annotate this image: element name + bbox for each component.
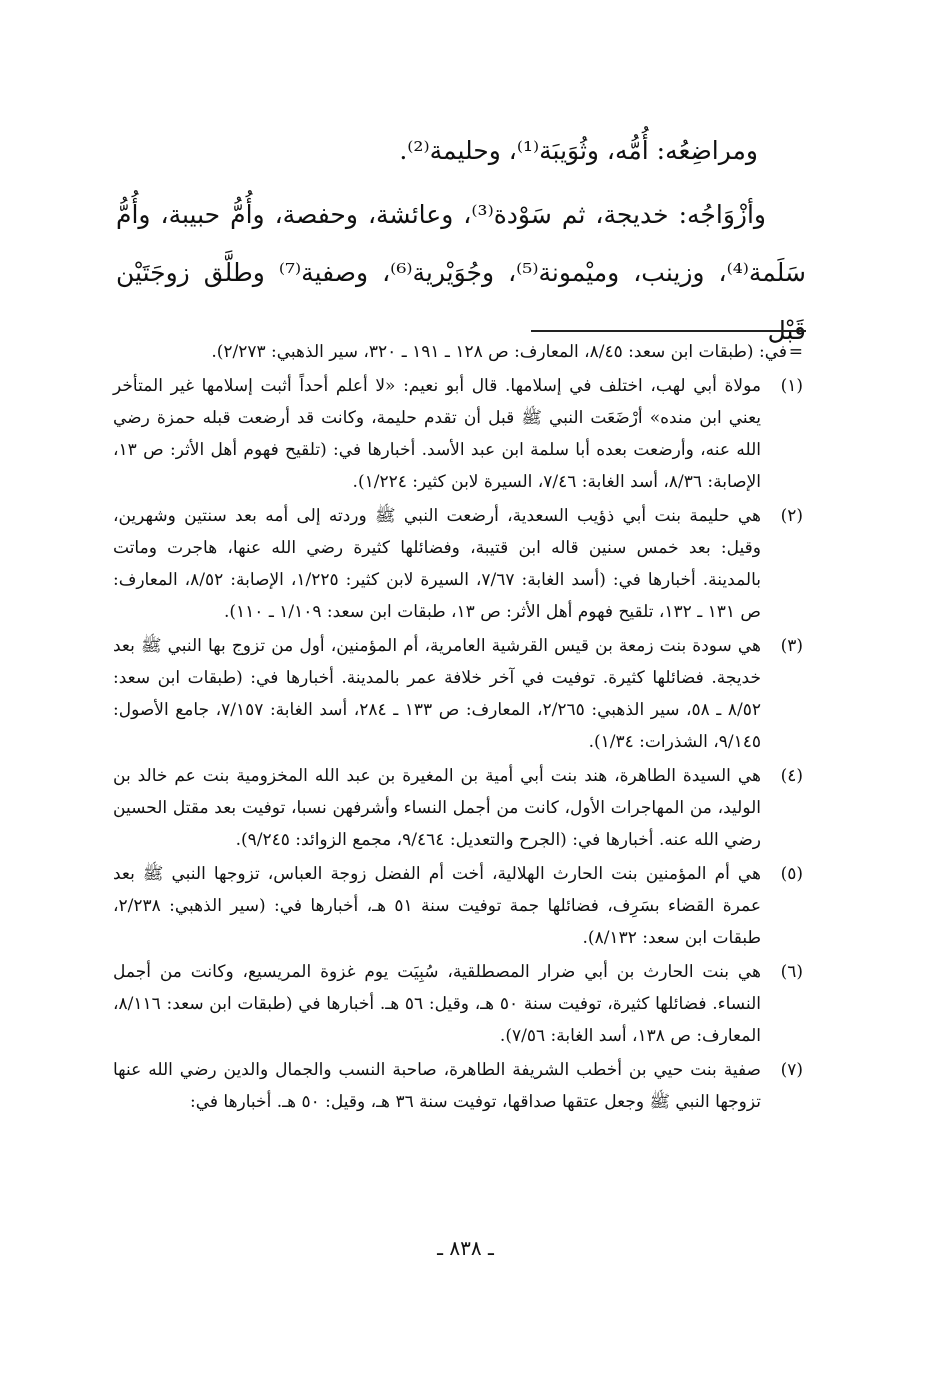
footnote-number: (٢)	[780, 506, 803, 526]
footnote-text: هي أم المؤمنين بنت الحارث الهلالية، أخت أم الفضل زوجة العباس، تزوجها النبي ﷺ بعد عمرة القضاء بسَرِف، فضائلها جمة توفيت سنة ٥١ هـ، أخبارها في: (سير الذهبي: ٢/٢٣٨، طبقات ابن سعد: ٨/١٣٢).	[113, 864, 761, 948]
footnote-text: هي حليمة بنت أبي ذؤيب السعدية، أرضعت النبي ﷺ وردته إلى أمه بعد سنتين وشهرين، وقيل: بعد خمس سنين قاله ابن قتيبة، وفضائلها كثيرة رضي الله عنها، هاجرت وماتت بالمدينة. أخبارها في: (أسد الغابة: ٧/٦٧، السيرة لابن كثير: ١/٢٢٥، الإصابة: ٨/٥٢، المعارف: ص ١٣١ ـ ١٣٢، تلقيح فهوم أهل الأثر: ص ١٣، طبقات ابن سعد: ١/١٠٩ ـ ١١٠).	[113, 506, 761, 622]
footnote-text: صفية بنت حيي بن أخطب الشريفة الطاهرة، صاحبة النسب والجمال والدين رضي الله عنها تزوجها النبي ﷺ وجعل عتقها صداقها، توفيت سنة ٣٦ هـ، وقيل: ٥٠ هـ. أخبارها في:	[113, 1060, 761, 1112]
main-line-wives: وأزْوَاجُه: خديجة، ثم سَوْدة⁽³⁾، وعائشة، وحفصة، وأُمُّ حبيبة، وأُمُّ سَلَمة⁽⁴⁾، وزينب، وميْمونة⁽⁵⁾، وجُوَيْرية⁽⁶⁾، وصفية⁽⁷⁾ وطلَّق زوجَتَيْن قَبْل	[116, 200, 806, 345]
footnote-4	[113, 760, 803, 856]
footnote-separator	[531, 330, 806, 332]
footnote-continuation	[113, 336, 803, 368]
footnote-continuation-marker: =	[788, 342, 803, 362]
main-line-nursemaids: ومراضِعُه: أُمُّه، وثُوَيبَة⁽¹⁾، وحليمة⁽²⁾.	[399, 136, 758, 165]
footnote-text: هي سودة بنت زمعة بن قيس القرشية العامرية، أم المؤمنين، أول من تزوج بها النبي ﷺ بعد خديجة. فضائلها كثيرة. توفيت في آخر خلافة عمر بالمدينة. أخبارها في: (طبقات ابن سعد: ٨/٥٢ ـ ٥٨، سير الذهبي: ٢/٢٦٥، المعارف: ص ١٣٣ ـ ٢٨٤، أسد الغابة: ٧/١٥٧، جامع الأصول: ٩/١٤٥، الشذرات: ١/٣٤).	[113, 636, 761, 752]
footnote-continuation-text: في: (طبقات ابن سعد: ٨/٤٥، المعارف: ص ١٢٨ ـ ١٩١ ـ ٣٢٠، سير الذهبي: ٢/٢٧٣).	[211, 342, 787, 362]
footnote-number: (٥)	[780, 864, 803, 884]
footnote-3	[113, 630, 803, 758]
footnote-number: (٦)	[780, 962, 803, 982]
footnote-number: (٤)	[780, 766, 803, 786]
footnote-number: (٣)	[780, 636, 803, 656]
footnote-2	[113, 500, 803, 628]
page-number: ـ ٨٣٨ ـ	[437, 1236, 494, 1260]
footnote-number: (١)	[780, 376, 803, 396]
footnote-1	[113, 370, 803, 498]
footnotes	[113, 336, 803, 1120]
footnote-7	[113, 1054, 803, 1118]
footnote-text: هي بنت الحارث بن أبي ضرار المصطلقية، سُبِيَت يوم غزوة المريسيع، وكانت من أجمل النساء. فضائلها كثيرة، توفيت سنة ٥٠ هـ، وقيل: ٥٦ هـ. أخبارها في (طبقات ابن سعد: ٨/١١٦، المعارف: ص ١٣٨، أسد الغابة: ٧/٥٦).	[113, 962, 762, 1046]
footnote-5	[113, 858, 803, 954]
footnote-text: مولاة أبي لهب، اختلف في إسلامها. قال أبو نعيم: «لا أعلم أحداً أثبت إسلامها غير المتأخر يعني ابن منده» أرْضَعَت النبي ﷺ قبل أن تقدم حليمة، وكانت قد أرضعت قبله حمزة رضي الله عنه، وأرضعت بعده أبا سلمة ابن عبد الأسد. أخبارها في: (تلقيح فهوم أهل الأثر: ص ١٣، الإصابة: ٨/٣٦، أسد الغابة: ٧/٤٦، السيرة لابن كثير: ١/٢٢٤).	[113, 376, 761, 492]
footnote-6	[113, 956, 803, 1052]
footnote-number: (٧)	[780, 1060, 803, 1080]
footnote-text: هي السيدة الطاهرة، هند بنت أبي أمية بن المغيرة بن عبد الله المخزومية بنت عم خالد بن الوليد، من المهاجرات الأول، كانت من أجمل النساء وأشرفهن نسبا، توفيت بعد مقتل الحسين رضي الله عنه. أخبارها في: (الجرح والتعديل: ٩/٤٦٤، مجمع الزوائد: ٩/٢٤٥).	[113, 766, 762, 850]
